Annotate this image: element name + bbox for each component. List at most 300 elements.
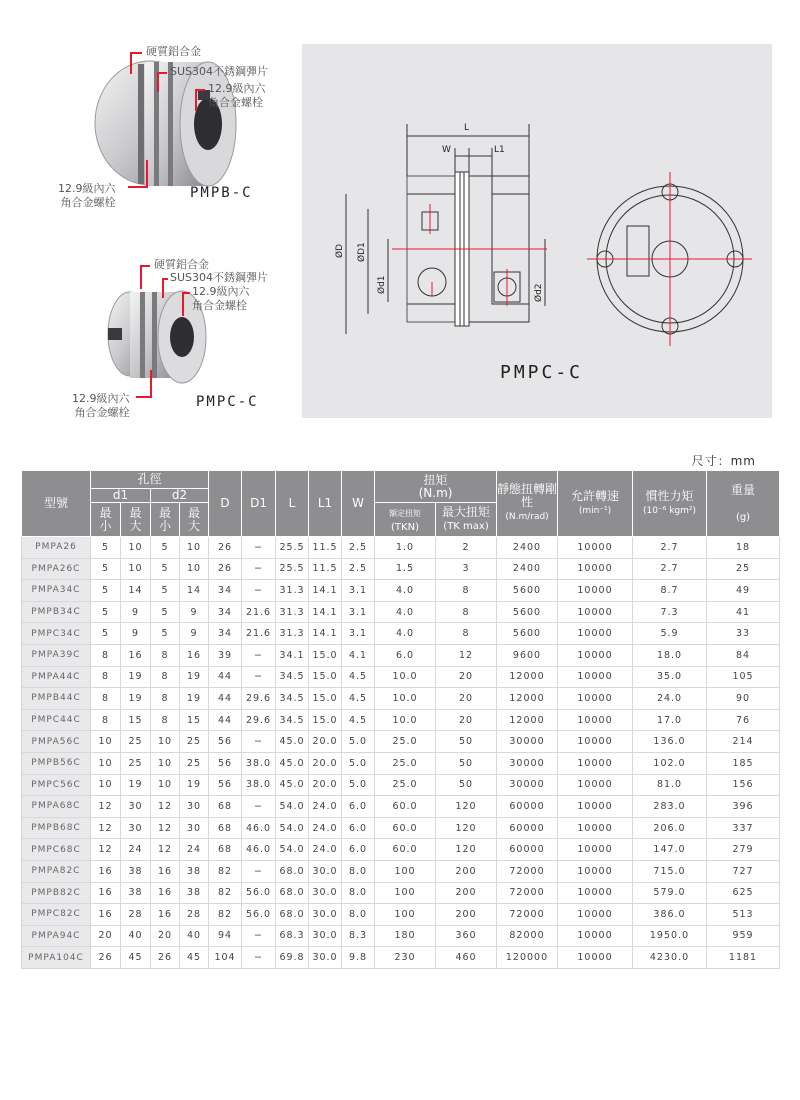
- cell-W: 6.0: [342, 817, 375, 839]
- cell-stiffness: 2400: [497, 558, 558, 580]
- cell-inertia: 18.0: [633, 644, 707, 666]
- table-row: [22, 580, 780, 602]
- cell-model: PMPB34C: [22, 601, 91, 623]
- cell-stiffness: 12000: [497, 666, 558, 688]
- th-bore: 孔徑: [91, 471, 209, 489]
- th-weight: 重量 (g): [707, 471, 780, 537]
- cell-L: 34.5: [276, 688, 309, 710]
- cell-max-torque: 120: [436, 817, 497, 839]
- cell-d1-min: 5: [91, 580, 121, 602]
- cell-D1: −: [242, 925, 276, 947]
- cell-weight: 25: [707, 558, 780, 580]
- dim-d2: Ød2: [534, 283, 544, 302]
- cell-d1-min: 8: [91, 709, 121, 731]
- cell-d1-min: 10: [91, 731, 121, 753]
- cell-rated-torque: 1.0: [375, 537, 436, 559]
- cell-d1-max: 24: [121, 839, 151, 861]
- cell-max-torque: 8: [436, 601, 497, 623]
- cell-model: PMPB44C: [22, 688, 91, 710]
- cell-L1: 30.0: [309, 860, 342, 882]
- cell-d1-max: 38: [121, 860, 151, 882]
- cell-d1-max: 16: [121, 644, 151, 666]
- cell-d2-min: 8: [151, 688, 180, 710]
- cell-max-torque: 50: [436, 731, 497, 753]
- cell-rated-torque: 25.0: [375, 752, 436, 774]
- cell-D: 68: [209, 839, 242, 861]
- cell-model: PMPA68C: [22, 796, 91, 818]
- cell-d2-min: 5: [151, 537, 180, 559]
- dim-d1: Ød1: [377, 275, 387, 294]
- cell-model: PMPA39C: [22, 644, 91, 666]
- table-row: [22, 731, 780, 753]
- spec-table: [21, 470, 780, 969]
- pmpb-callout-bolt-bottom: 12.9級內六 角合金螺栓: [58, 182, 116, 209]
- cell-speed: 10000: [558, 558, 633, 580]
- cell-d2-max: 28: [180, 904, 209, 926]
- table-row: [22, 688, 780, 710]
- cell-d2-max: 9: [180, 601, 209, 623]
- cell-L: 45.0: [276, 752, 309, 774]
- cell-model: PMPA82C: [22, 860, 91, 882]
- table-row: [22, 558, 780, 580]
- cell-L1: 24.0: [309, 839, 342, 861]
- pmpb-callout-material: 硬質鋁合金: [146, 45, 201, 58]
- th-speed: 允許轉速 (min⁻¹): [558, 471, 633, 537]
- cell-weight: 33: [707, 623, 780, 645]
- th-d2-min: 最小: [151, 503, 180, 537]
- cell-stiffness: 72000: [497, 882, 558, 904]
- cell-rated-torque: 4.0: [375, 580, 436, 602]
- cell-max-torque: 200: [436, 860, 497, 882]
- pmpc-callout-bolt-top: 12.9級內六 角合金螺栓: [192, 285, 250, 312]
- cell-model: PMPB82C: [22, 882, 91, 904]
- cell-D: 94: [209, 925, 242, 947]
- cell-weight: 214: [707, 731, 780, 753]
- cell-weight: 727: [707, 860, 780, 882]
- cell-D1: 21.6: [242, 623, 276, 645]
- cell-d1-max: 15: [121, 709, 151, 731]
- cell-rated-torque: 1.5: [375, 558, 436, 580]
- cell-inertia: 35.0: [633, 666, 707, 688]
- cell-weight: 185: [707, 752, 780, 774]
- cell-weight: 84: [707, 644, 780, 666]
- cell-d2-max: 25: [180, 752, 209, 774]
- cell-W: 4.1: [342, 644, 375, 666]
- cell-d1-min: 5: [91, 601, 121, 623]
- cell-d2-min: 16: [151, 904, 180, 926]
- th-d1: d1: [91, 489, 151, 503]
- cell-D1: 38.0: [242, 774, 276, 796]
- cell-W: 5.0: [342, 752, 375, 774]
- cell-d1-max: 14: [121, 580, 151, 602]
- dim-L: L: [464, 123, 470, 133]
- cell-inertia: 2.7: [633, 537, 707, 559]
- cell-max-torque: 200: [436, 882, 497, 904]
- pmpb-model-label: PMPB-C: [190, 185, 253, 201]
- cell-L1: 30.0: [309, 904, 342, 926]
- cell-d2-min: 12: [151, 839, 180, 861]
- cell-d1-max: 25: [121, 752, 151, 774]
- cell-weight: 41: [707, 601, 780, 623]
- cell-D1: −: [242, 537, 276, 559]
- cell-inertia: 81.0: [633, 774, 707, 796]
- cell-d2-max: 19: [180, 774, 209, 796]
- cell-model: PMPA26: [22, 537, 91, 559]
- cell-d1-max: 10: [121, 537, 151, 559]
- cell-D: 56: [209, 731, 242, 753]
- pmpb-callout-spring: SUS304不銹鋼彈片: [170, 65, 269, 78]
- cell-L1: 15.0: [309, 709, 342, 731]
- cell-W: 4.5: [342, 666, 375, 688]
- cell-D: 56: [209, 774, 242, 796]
- cell-d1-min: 12: [91, 817, 121, 839]
- cell-L1: 30.0: [309, 882, 342, 904]
- cell-d1-min: 26: [91, 947, 121, 969]
- cell-D: 39: [209, 644, 242, 666]
- cell-model: PMPA94C: [22, 925, 91, 947]
- cell-d1-min: 5: [91, 623, 121, 645]
- cell-d1-min: 20: [91, 925, 121, 947]
- th-max-torque: 最大扭矩 (TK max): [436, 503, 497, 537]
- cell-inertia: 579.0: [633, 882, 707, 904]
- cell-L1: 15.0: [309, 666, 342, 688]
- cell-d2-max: 24: [180, 839, 209, 861]
- cell-weight: 156: [707, 774, 780, 796]
- cell-d2-max: 30: [180, 817, 209, 839]
- cell-speed: 10000: [558, 904, 633, 926]
- cell-d2-max: 19: [180, 688, 209, 710]
- cell-D1: −: [242, 558, 276, 580]
- cell-D: 82: [209, 904, 242, 926]
- cell-d1-min: 8: [91, 666, 121, 688]
- cell-d1-min: 8: [91, 688, 121, 710]
- cell-model: PMPC44C: [22, 709, 91, 731]
- cell-W: 3.1: [342, 601, 375, 623]
- cell-model: PMPC56C: [22, 774, 91, 796]
- cell-L1: 30.0: [309, 947, 342, 969]
- cell-stiffness: 30000: [497, 731, 558, 753]
- cell-D1: 46.0: [242, 839, 276, 861]
- table-row: [22, 839, 780, 861]
- cell-W: 3.1: [342, 623, 375, 645]
- cell-max-torque: 120: [436, 839, 497, 861]
- cell-inertia: 4230.0: [633, 947, 707, 969]
- cell-L1: 20.0: [309, 731, 342, 753]
- cell-D1: −: [242, 947, 276, 969]
- cell-inertia: 2.7: [633, 558, 707, 580]
- cell-W: 8.0: [342, 860, 375, 882]
- cell-D1: −: [242, 796, 276, 818]
- cell-weight: 513: [707, 904, 780, 926]
- cell-rated-torque: 10.0: [375, 709, 436, 731]
- cell-L: 31.3: [276, 580, 309, 602]
- cell-d2-max: 38: [180, 860, 209, 882]
- cell-W: 6.0: [342, 796, 375, 818]
- cell-D: 82: [209, 882, 242, 904]
- cell-d1-max: 38: [121, 882, 151, 904]
- cell-inertia: 206.0: [633, 817, 707, 839]
- spec-table-body: [22, 537, 780, 969]
- cell-D: 34: [209, 601, 242, 623]
- cell-max-torque: 50: [436, 752, 497, 774]
- th-inertia: 慣性力矩 (10⁻⁶ kgm²): [633, 471, 707, 537]
- cell-speed: 10000: [558, 817, 633, 839]
- cell-speed: 10000: [558, 947, 633, 969]
- cell-D: 26: [209, 537, 242, 559]
- table-row: [22, 601, 780, 623]
- th-D: D: [209, 471, 242, 537]
- drawing-title: PMPC-C: [500, 362, 584, 383]
- table-row: [22, 904, 780, 926]
- cell-inertia: 7.3: [633, 601, 707, 623]
- cell-inertia: 17.0: [633, 709, 707, 731]
- cell-speed: 10000: [558, 882, 633, 904]
- cell-rated-torque: 100: [375, 860, 436, 882]
- cell-d2-max: 45: [180, 947, 209, 969]
- cell-d1-max: 28: [121, 904, 151, 926]
- cell-d2-min: 5: [151, 580, 180, 602]
- table-row: [22, 623, 780, 645]
- cell-inertia: 102.0: [633, 752, 707, 774]
- cell-L: 25.5: [276, 537, 309, 559]
- cell-weight: 1181: [707, 947, 780, 969]
- cell-D: 34: [209, 580, 242, 602]
- cell-d1-min: 16: [91, 860, 121, 882]
- cell-weight: 90: [707, 688, 780, 710]
- cell-d2-min: 16: [151, 860, 180, 882]
- cell-rated-torque: 10.0: [375, 688, 436, 710]
- th-L: L: [276, 471, 309, 537]
- cell-L: 34.1: [276, 644, 309, 666]
- cell-stiffness: 82000: [497, 925, 558, 947]
- cell-speed: 10000: [558, 709, 633, 731]
- cell-speed: 10000: [558, 644, 633, 666]
- cell-D: 104: [209, 947, 242, 969]
- cell-L: 45.0: [276, 774, 309, 796]
- cell-rated-torque: 25.0: [375, 774, 436, 796]
- cell-d2-max: 14: [180, 580, 209, 602]
- cell-d1-max: 45: [121, 947, 151, 969]
- cell-L: 34.5: [276, 709, 309, 731]
- cell-W: 3.1: [342, 580, 375, 602]
- cell-L: 68.0: [276, 882, 309, 904]
- cell-L1: 20.0: [309, 774, 342, 796]
- table-row: [22, 752, 780, 774]
- cell-d2-max: 30: [180, 796, 209, 818]
- cell-d2-min: 16: [151, 882, 180, 904]
- pmpc-callout-spring: SUS304不銹鋼彈片: [170, 271, 269, 284]
- cell-model: PMPA26C: [22, 558, 91, 580]
- cell-L: 54.0: [276, 839, 309, 861]
- cell-d1-max: 19: [121, 774, 151, 796]
- cell-rated-torque: 100: [375, 904, 436, 926]
- cell-L1: 11.5: [309, 537, 342, 559]
- cell-speed: 10000: [558, 601, 633, 623]
- cell-D1: −: [242, 644, 276, 666]
- unit-label: 尺寸：mm: [691, 454, 756, 468]
- cell-d2-max: 9: [180, 623, 209, 645]
- cell-d2-min: 12: [151, 817, 180, 839]
- cell-L: 25.5: [276, 558, 309, 580]
- cell-stiffness: 60000: [497, 817, 558, 839]
- cell-stiffness: 60000: [497, 839, 558, 861]
- dim-L1: L1: [494, 145, 505, 155]
- cell-inertia: 8.7: [633, 580, 707, 602]
- th-d2-max: 最大: [180, 503, 209, 537]
- cell-inertia: 5.9: [633, 623, 707, 645]
- cell-model: PMPB56C: [22, 752, 91, 774]
- cell-rated-torque: 230: [375, 947, 436, 969]
- cell-L1: 15.0: [309, 644, 342, 666]
- cell-d2-max: 19: [180, 666, 209, 688]
- cell-inertia: 386.0: [633, 904, 707, 926]
- cell-d2-min: 8: [151, 666, 180, 688]
- cell-stiffness: 5600: [497, 601, 558, 623]
- cell-weight: 625: [707, 882, 780, 904]
- cell-d2-max: 15: [180, 709, 209, 731]
- cell-D: 44: [209, 666, 242, 688]
- cell-weight: 18: [707, 537, 780, 559]
- cell-max-torque: 360: [436, 925, 497, 947]
- cell-max-torque: 200: [436, 904, 497, 926]
- cell-D: 44: [209, 709, 242, 731]
- cell-d1-min: 12: [91, 839, 121, 861]
- cell-d1-min: 8: [91, 644, 121, 666]
- cell-speed: 10000: [558, 752, 633, 774]
- cell-speed: 10000: [558, 731, 633, 753]
- cell-rated-torque: 100: [375, 882, 436, 904]
- cell-W: 5.0: [342, 731, 375, 753]
- cell-stiffness: 9600: [497, 644, 558, 666]
- table-row: [22, 709, 780, 731]
- cell-stiffness: 60000: [497, 796, 558, 818]
- cell-d1-max: 19: [121, 688, 151, 710]
- cell-model: PMPC34C: [22, 623, 91, 645]
- cell-speed: 10000: [558, 925, 633, 947]
- cell-model: PMPA104C: [22, 947, 91, 969]
- cell-L: 54.0: [276, 817, 309, 839]
- cell-stiffness: 120000: [497, 947, 558, 969]
- cell-L: 54.0: [276, 796, 309, 818]
- cell-rated-torque: 60.0: [375, 839, 436, 861]
- cell-model: PMPC82C: [22, 904, 91, 926]
- cell-L1: 14.1: [309, 623, 342, 645]
- cell-D: 68: [209, 817, 242, 839]
- cell-W: 6.0: [342, 839, 375, 861]
- cell-rated-torque: 4.0: [375, 601, 436, 623]
- cell-model: PMPB68C: [22, 817, 91, 839]
- cell-d1-min: 12: [91, 796, 121, 818]
- cell-d1-max: 10: [121, 558, 151, 580]
- cell-D1: 29.6: [242, 709, 276, 731]
- cell-max-torque: 20: [436, 709, 497, 731]
- cell-max-torque: 8: [436, 580, 497, 602]
- table-row: [22, 774, 780, 796]
- cell-inertia: 24.0: [633, 688, 707, 710]
- cell-W: 5.0: [342, 774, 375, 796]
- cell-stiffness: 30000: [497, 774, 558, 796]
- cell-max-torque: 3: [436, 558, 497, 580]
- technical-drawing-panel: [302, 44, 772, 418]
- cell-D1: 46.0: [242, 817, 276, 839]
- cell-speed: 10000: [558, 537, 633, 559]
- th-D1: D1: [242, 471, 276, 537]
- cell-inertia: 136.0: [633, 731, 707, 753]
- cell-W: 2.5: [342, 537, 375, 559]
- cell-max-torque: 12: [436, 644, 497, 666]
- cell-d1-max: 25: [121, 731, 151, 753]
- cell-rated-torque: 60.0: [375, 796, 436, 818]
- cell-d2-min: 20: [151, 925, 180, 947]
- cell-L: 69.8: [276, 947, 309, 969]
- cell-d2-min: 10: [151, 774, 180, 796]
- cell-inertia: 147.0: [633, 839, 707, 861]
- cell-D1: 56.0: [242, 882, 276, 904]
- cell-max-torque: 2: [436, 537, 497, 559]
- table-row: [22, 882, 780, 904]
- cell-L1: 11.5: [309, 558, 342, 580]
- cell-weight: 49: [707, 580, 780, 602]
- cell-L1: 24.0: [309, 796, 342, 818]
- cell-L: 31.3: [276, 623, 309, 645]
- cell-D: 82: [209, 860, 242, 882]
- dim-D1: ØD1: [357, 242, 367, 262]
- cell-d2-max: 38: [180, 882, 209, 904]
- cell-stiffness: 12000: [497, 688, 558, 710]
- cell-d2-min: 5: [151, 623, 180, 645]
- cell-inertia: 1950.0: [633, 925, 707, 947]
- cell-d1-max: 30: [121, 817, 151, 839]
- table-row: [22, 860, 780, 882]
- table-row: [22, 947, 780, 969]
- cell-weight: 105: [707, 666, 780, 688]
- th-stiffness: 靜態扭轉剛性 (N.m/rad): [497, 471, 558, 537]
- cell-model: PMPA56C: [22, 731, 91, 753]
- cell-d1-max: 40: [121, 925, 151, 947]
- cell-d1-max: 9: [121, 623, 151, 645]
- cell-speed: 10000: [558, 774, 633, 796]
- pmpb-callout-bolt-top: 12.9級內六 角合金螺栓: [208, 82, 266, 109]
- cell-d2-min: 10: [151, 752, 180, 774]
- dim-D: ØD: [335, 243, 345, 258]
- cell-L1: 14.1: [309, 580, 342, 602]
- th-model: 型號: [22, 471, 91, 537]
- cell-max-torque: 460: [436, 947, 497, 969]
- cell-d1-min: 16: [91, 904, 121, 926]
- cell-speed: 10000: [558, 839, 633, 861]
- cell-stiffness: 12000: [497, 709, 558, 731]
- cell-d1-max: 19: [121, 666, 151, 688]
- cell-model: PMPA44C: [22, 666, 91, 688]
- cell-W: 4.5: [342, 709, 375, 731]
- cell-d2-min: 8: [151, 709, 180, 731]
- cell-W: 9.8: [342, 947, 375, 969]
- cell-weight: 959: [707, 925, 780, 947]
- cell-stiffness: 72000: [497, 904, 558, 926]
- cell-max-torque: 20: [436, 666, 497, 688]
- th-d1-max: 最大: [121, 503, 151, 537]
- cell-D: 44: [209, 688, 242, 710]
- cell-d2-max: 25: [180, 731, 209, 753]
- cell-L1: 20.0: [309, 752, 342, 774]
- th-torque: 扭矩 (N.m): [375, 471, 497, 503]
- cell-D1: −: [242, 580, 276, 602]
- cell-L1: 24.0: [309, 817, 342, 839]
- cell-D1: −: [242, 731, 276, 753]
- cell-rated-torque: 4.0: [375, 623, 436, 645]
- cell-d1-min: 5: [91, 537, 121, 559]
- cell-D1: 21.6: [242, 601, 276, 623]
